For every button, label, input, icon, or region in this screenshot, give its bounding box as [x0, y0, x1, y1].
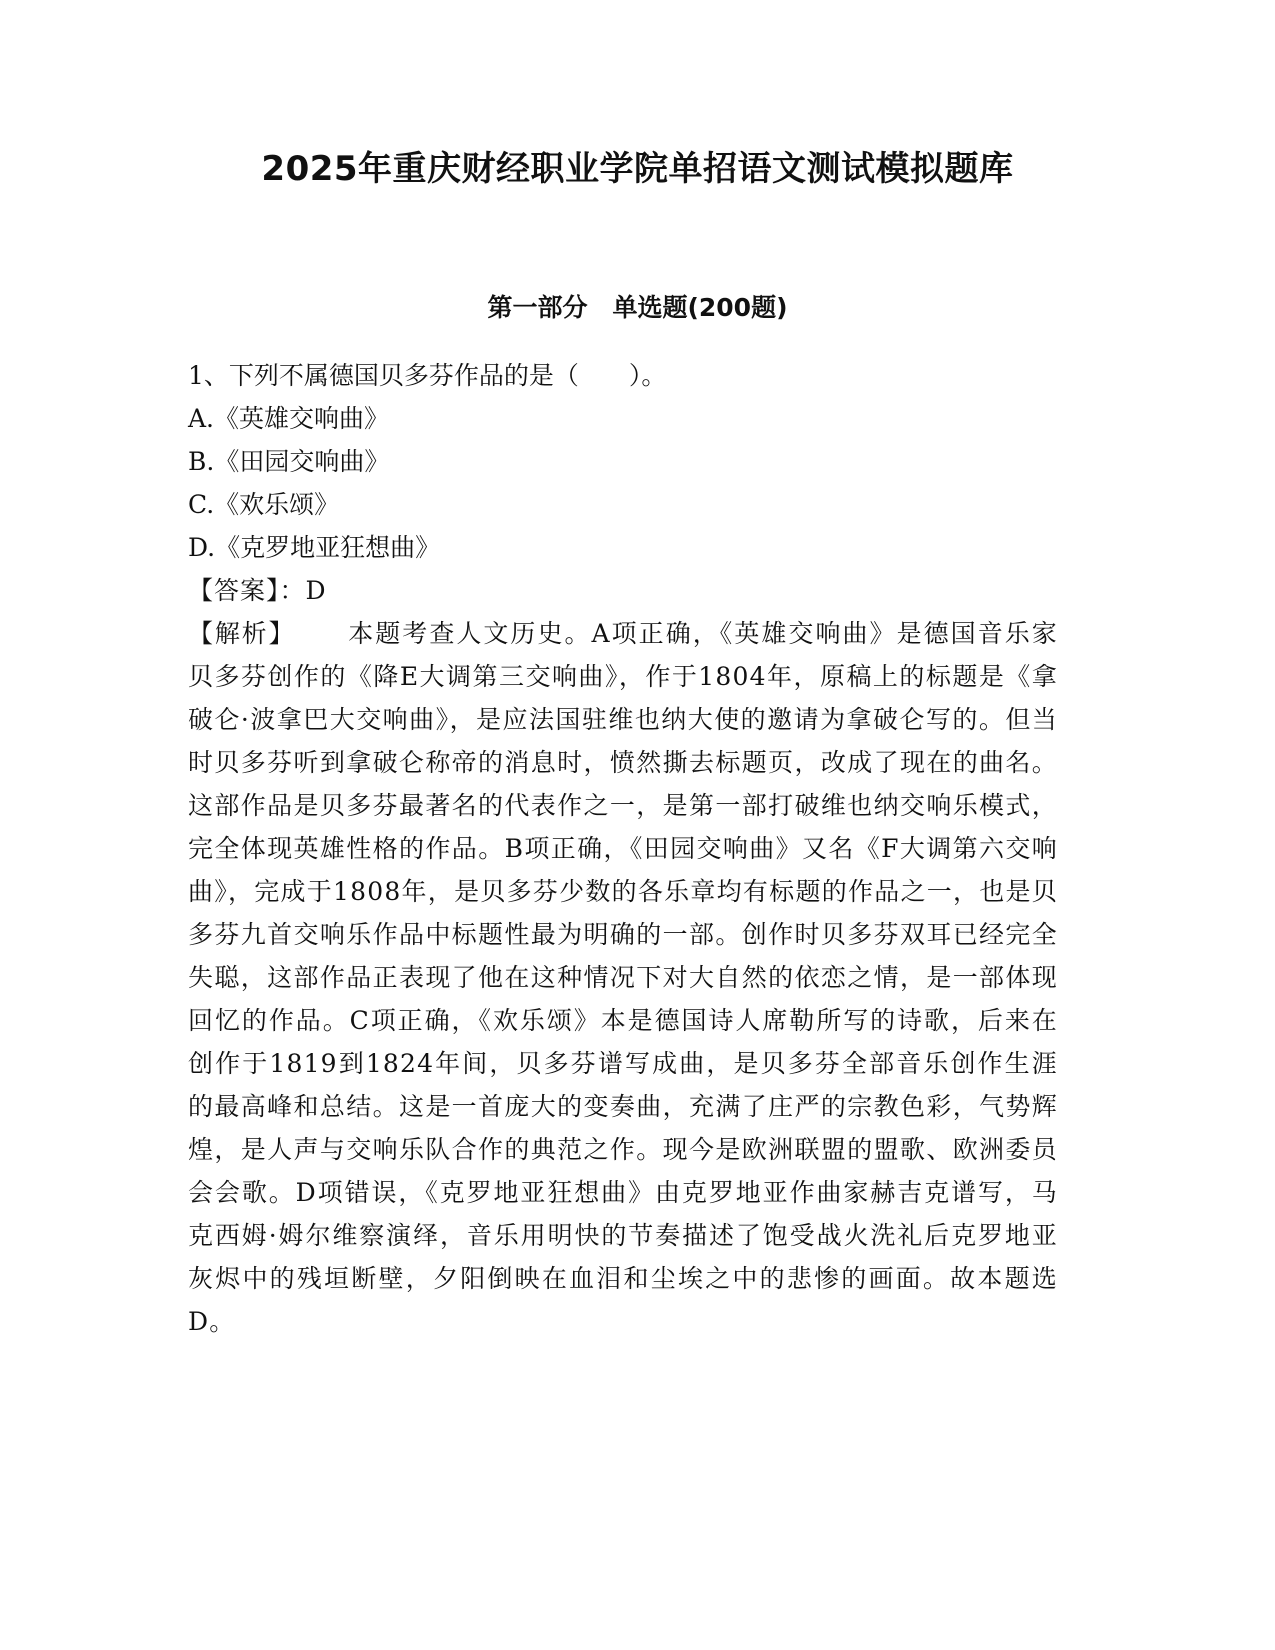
section-heading: 第一部分 单选题(200题)	[487, 293, 788, 322]
answer-line	[188, 569, 1078, 612]
analysis-text: 本题考查人文历史。A项正确，《英雄交响曲》是德国音乐家贝多芬创作的《降E大调第三交响曲》，作于1804年，原稿上的标题是《拿破仑·波拿巴大交响曲》，是应法国驻维也纳大使的邀请为拿破仑写的。但当时贝多芬听到拿破仑称帝的消息时，愤然撕去标题页，改成了现在的曲名。这部作品是贝多芬最著名的代表作之一，是第一部打破维也纳交响乐模式，完全体现英雄性格的作品。B项正确，《田园交响曲》又名《F大调第六交响曲》，完成于1808年，是贝多芬少数的各乐章均有标题的作品之一，也是贝多芬九首交响乐作品中标题性最为明确的一部。创作时贝多芬双耳已经完全失聪，这部作品正表现了他在这种情况下对大自然的依恋之情，是一部体现回忆的作品。C项正确，《欢乐颂》本是德国诗人席勒所写的诗歌，后来在创作于1819到1824年间，贝多芬谱写成曲，是贝多芬全部音乐创作生涯的最高峰和总结。这是一首庞大的变奏曲，充满了庄严的宗教色彩，气势辉煌，是人声与交响乐队合作的典范之作。现今是欧洲联盟的盟歌、欧洲委员会会歌。D项错误，《克罗地亚狂想曲》由克罗地亚作曲家赫吉克谱写，马克西姆·姆尔维察演绎，音乐用明快的节奏描述了饱受战火洗礼后克罗地亚灰烬中的残垣断壁，夕阳倒映在血泪和尘埃之中的悲惨的画面。故本题选D。	[188, 619, 1058, 1336]
option-d: D.《克罗地亚狂想曲》	[188, 533, 441, 562]
analysis-label: 【解析】	[188, 619, 296, 648]
question-stem: 1、下列不属德国贝多芬作品的是（ ）。	[188, 361, 667, 390]
option-b: B.《田园交响曲》	[188, 447, 390, 476]
answer-value: D	[305, 576, 326, 605]
question-block	[188, 354, 1078, 1343]
option-a: A.《英雄交响曲》	[188, 404, 390, 433]
answer-label: 【答案】：	[188, 576, 306, 605]
analysis-paragraph	[188, 612, 1058, 1343]
option-c: C.《欢乐颂》	[188, 490, 340, 519]
page-title: 2025年重庆财经职业学院单招语文测试模拟题库	[261, 149, 1014, 189]
